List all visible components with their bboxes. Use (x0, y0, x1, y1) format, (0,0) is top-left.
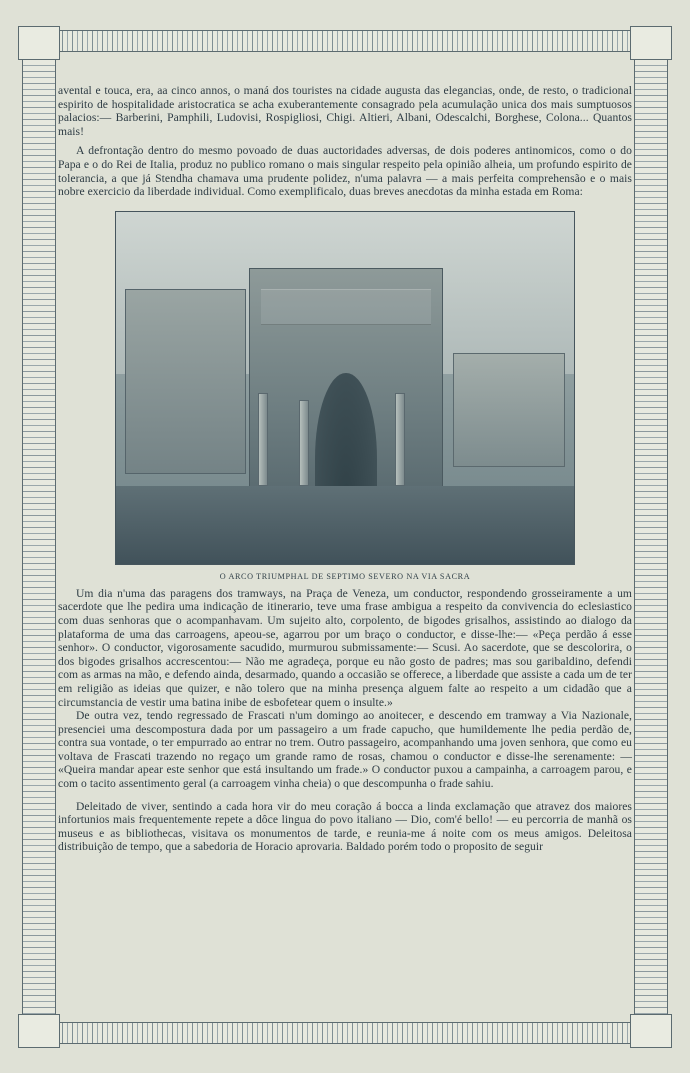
decorative-frame-left (22, 30, 56, 1044)
paragraph-5: Deleitado de viver, sentindo a cada hora vir do meu coração á bocca a linda exclamação que atravez dos maiores infortunios mais frequentemente repete a dôce lingua do povo italiano — Dio, com'é bello! — eu percorria de manhã os museus e as bibliothecas, visitava os monumentos de tarde, e reunia-me á noite com os meus amigos. Deleitosa distribuição de tempo, que a sabedoria de Horacio aprovaria. Baldado porém todo o proposito de seguir (58, 799, 632, 854)
decorative-frame-bottom (22, 1022, 668, 1044)
figure-caption: O ARCO TRIUMPHAL DE SEPTIMO SEVERO NA VIA SACRA (219, 571, 471, 581)
page-content (56, 84, 634, 1014)
photo-column-a (258, 393, 268, 487)
frame-corner-top-right (630, 26, 672, 60)
frame-corner-bottom-left (18, 1014, 60, 1048)
decorative-frame-right (634, 30, 668, 1044)
paragraph-spacer (58, 791, 632, 800)
figure-block (58, 211, 632, 581)
decorative-frame-top (22, 30, 668, 52)
photo-column-b (299, 400, 309, 486)
paragraph-1: avental e touca, era, aa cinco annos, o maná dos touristes na cidade augusta das elegancias, onde, de resto, o tradicional espirito de hospitalidade aristocratica se acha exuberantemente consagrado pela acumulação unica dos mais sumptuosos palacios:— Barberini, Pamphili, Ludovisi, Rospigliosi, Chigi. Altieri, Albani, Odescalchi, Borghese, Colona... Quantos mais! (58, 84, 632, 138)
frame-corner-top-left (18, 26, 60, 60)
photo-foreground-ruins (116, 486, 574, 563)
paragraph-4: De outra vez, tendo regressado de Frascati n'um domingo ao anoitecer, e descendo em tramway a Via Nazionale, presenciei uma descompostura dada por um passageiro a um frade capucho, que humildemente lhe pedia perdão de, contra sua vontade, o ter empurrado ao entrar no trem. Outro passageiro, acompanhando uma joven senhora, que como eu voltava de Frascati trazendo no regaço um grande ramo de rosas, chamou o conductor e disse-lhe serenamente: — «Queira mandar apear este senhor que está insultando um frade.» O conductor puxou a campainha, a carroagem parou, e com o tacito assentimento geral (a carroagem vinha cheia) o que descompunha o frade sahiu. (58, 709, 632, 791)
photo-column-c (395, 393, 405, 487)
arch-of-septimius-severus-photo (115, 211, 575, 565)
photo-right-building (453, 353, 565, 468)
photo-left-building (125, 289, 246, 474)
frame-corner-bottom-right (630, 1014, 672, 1048)
paragraph-2: A defrontação dentro do mesmo povoado de duas auctoridades adversas, de dois poderes antinomicos, como o do Papa e o do Rei de Italia, produz no publico romano o mais singular respeito pela opinião alheia, um profundo espirito de tolerancia, a que já Stendha chamava uma prudente polidez, n'uma palavra — a mais perfeita comprehensão e o mais nobre exercicio da liberdade individual. Como exemplificalo, duas breves anecdotas da minha estada em Roma: (58, 144, 632, 199)
photo-triumphal-arch (249, 268, 443, 516)
paragraph-3: Um dia n'uma das paragens dos tramways, na Praça de Veneza, um conductor, respondendo grosseiramente a um sacerdote que lhe pedira uma indicação de itinerario, teve uma frase ambigua a respeito da convivencia do eclesiastico com duas senhoras que o acompanhavam. Um sujeito alto, corpolento, de bigodes grisalhos, assistindo ao dialogo da plataforma de uma das carroagens, apeou-se, agarrou por um braço o conductor, e disse-lhe:— «Peça perdão á esse senhor». O conductor, vigorosamente sacudido, murmurou submissamente:— Scusi. Ao sacerdote, que se descolorira, o dos bigodes grisalhos accrescentou:— Não me agradeça, porque eu não gosto de padres; mas sou garibaldino, defendi com as armas na mão, e defendo ainda, desarmado, quando a occasião se offerece, a liberdade que assiste a cada um de ter em religião as ideias que quizer, e não tolero que na minha presença alguem falte ao respeito a um cidadão que a circumstancia de vestir uma batina inibe de esbofetear quem o insulte.» (58, 586, 632, 709)
